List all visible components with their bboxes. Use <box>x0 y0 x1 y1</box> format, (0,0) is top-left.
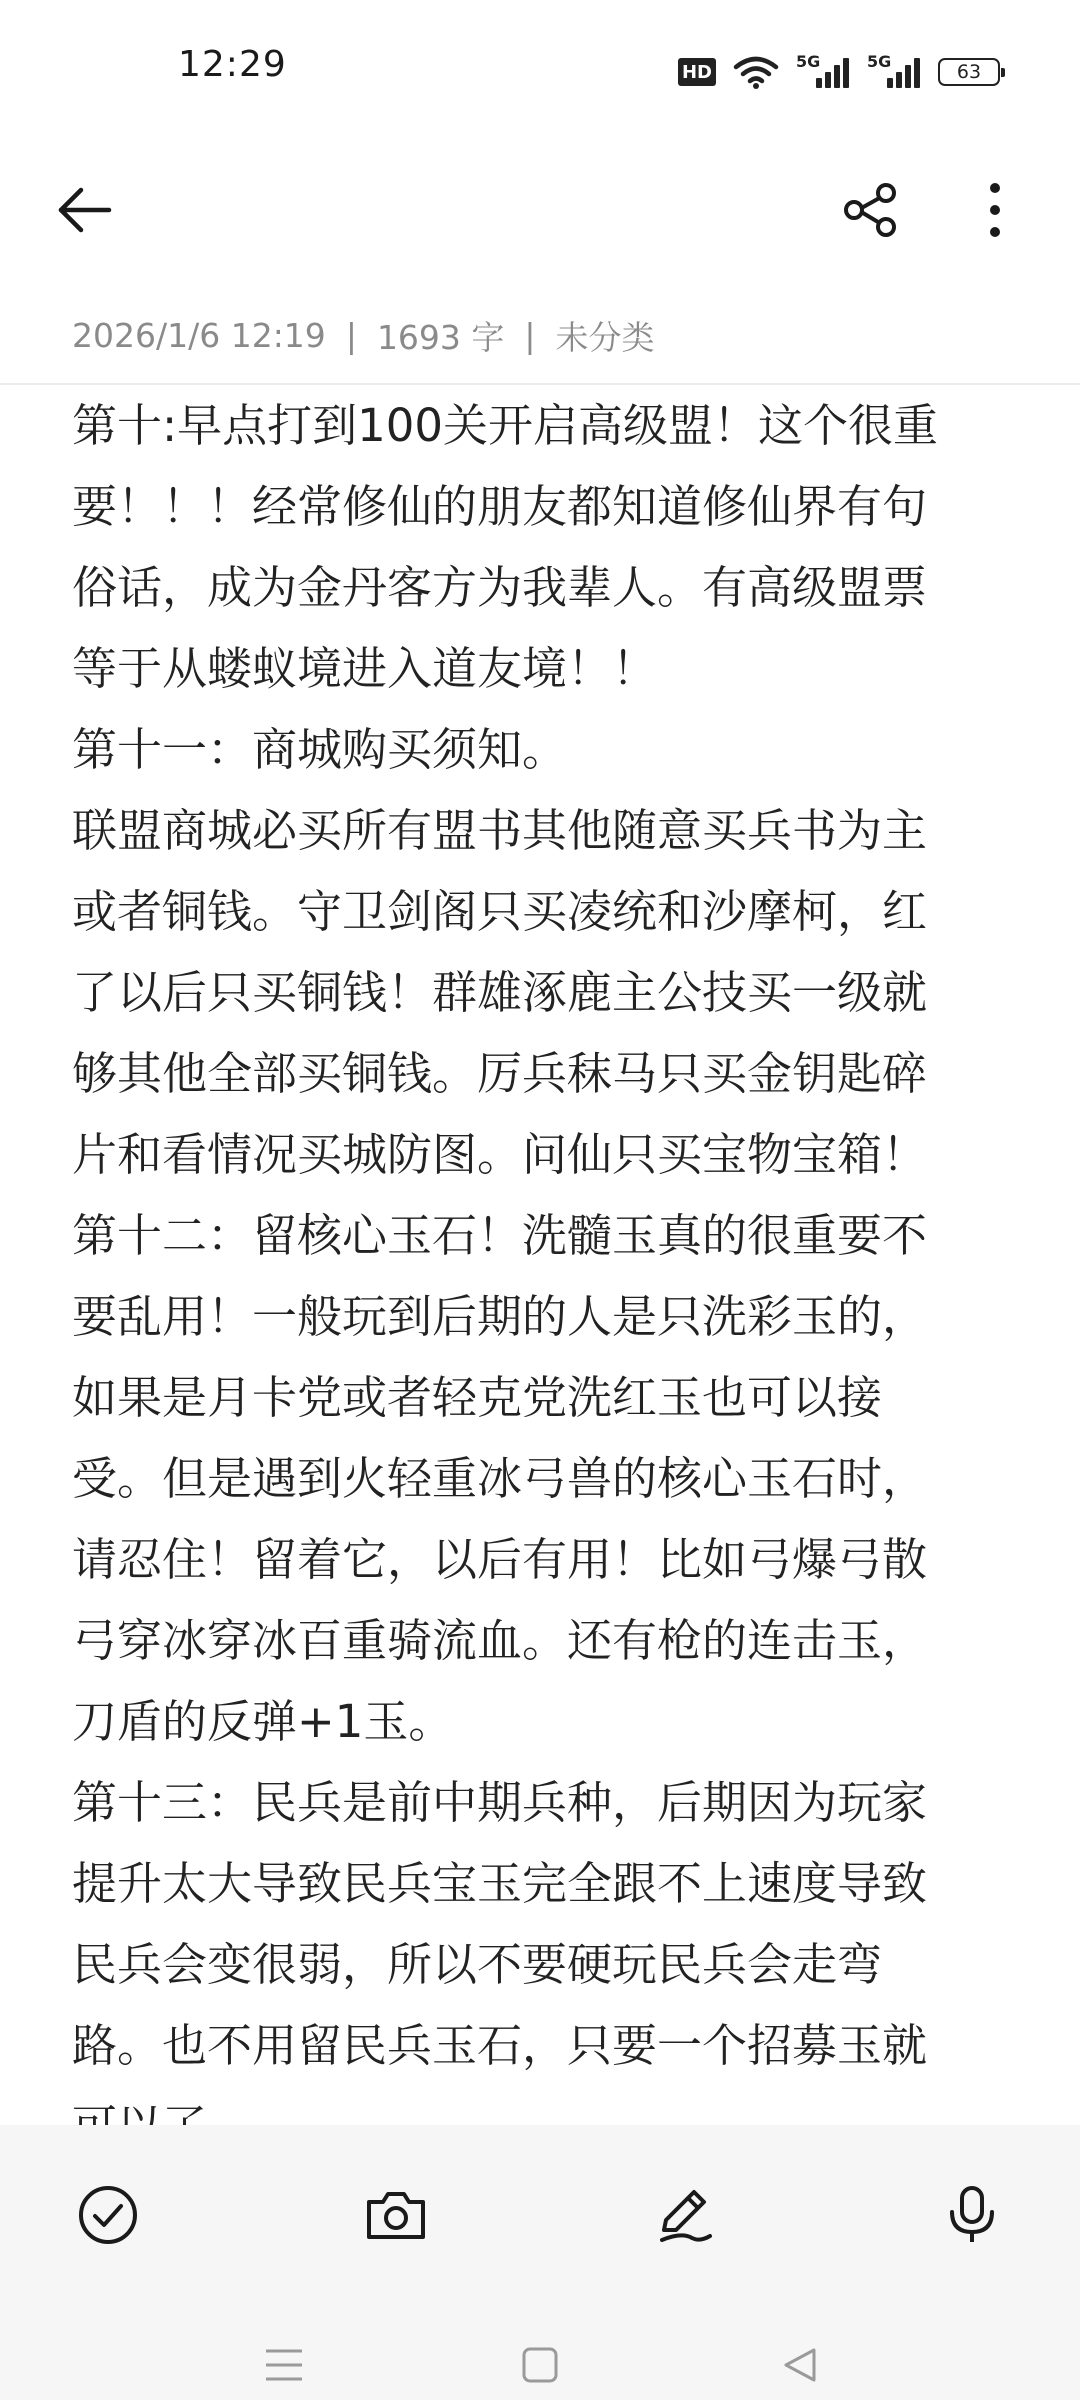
note-line: 要！！！经常修仙的朋友都知道修仙界有句 <box>72 480 928 533</box>
note-line: 要乱用！一般玩到后期的人是只洗彩玉的， <box>72 1290 928 1343</box>
pen-icon <box>652 2182 718 2248</box>
arrow-left-icon <box>55 185 115 235</box>
nav-recents-button[interactable] <box>244 2330 324 2400</box>
home-icon <box>520 2345 560 2385</box>
nav-home-button[interactable] <box>500 2330 580 2400</box>
back-button[interactable] <box>40 170 130 250</box>
note-line: 如果是月卡党或者轻克党洗红玉也可以接 <box>72 1371 883 1424</box>
meta-separator: | <box>345 316 357 355</box>
note-line: 弓穿冰穿冰百重骑流血。还有枪的连击玉， <box>72 1614 928 1667</box>
camera-icon <box>363 2182 429 2248</box>
note-line: 第十一：商城购买须知。 <box>72 723 568 776</box>
note-line: 或者铜钱。守卫剑阁只买凌统和沙摩柯，红 <box>72 885 928 938</box>
note-line: 刀盾的反弹+1玉。 <box>72 1695 454 1748</box>
note-line: 第十二：留核心玉石！洗髓玉真的很重要不 <box>72 1209 928 1262</box>
checklist-button[interactable] <box>58 2165 158 2265</box>
status-bar <box>0 0 1080 140</box>
checklist-icon <box>75 2182 141 2248</box>
battery-level: 63 <box>956 61 982 83</box>
note-word-count: 1693 字 <box>376 318 505 357</box>
note-category[interactable]: 未分类 <box>555 318 655 357</box>
note-editor[interactable] <box>72 385 1012 2125</box>
signal-sim2-icon: 5G <box>867 56 920 88</box>
wifi-icon <box>734 55 778 89</box>
note-line: 俗话，成为金丹客方为我辈人。有高级盟票 <box>72 561 928 614</box>
note-line: 提升太大导致民兵宝玉完全跟不上速度导致 <box>72 1857 928 1910</box>
back-triangle-icon <box>780 2345 820 2385</box>
note-text[interactable] <box>72 385 1012 2167</box>
menu-icon <box>264 2347 304 2383</box>
note-line: 够其他全部买铜钱。厉兵秣马只买金钥匙碎 <box>72 1047 928 1100</box>
microphone-icon <box>939 2182 1005 2248</box>
share-icon <box>840 180 900 240</box>
note-line: 联盟商城必买所有盟书其他随意买兵书为主 <box>72 804 928 857</box>
system-nav-bar <box>0 2330 1080 2400</box>
camera-button[interactable] <box>346 2165 446 2265</box>
more-vertical-icon <box>985 180 1005 240</box>
note-line: 片和看情况买城防图。问仙只买宝物宝箱！ <box>72 1128 928 1181</box>
note-line: 了以后只买铜钱！群雄涿鹿主公技买一级就 <box>72 966 928 1019</box>
hd-voice-icon: HD <box>678 58 716 86</box>
note-line: 第十:早点打到100关开启高级盟！这个很重 <box>72 399 939 452</box>
note-meta <box>72 312 655 359</box>
note-line: 路。也不用留民兵玉石，只要一个招募玉就 <box>72 2019 928 2072</box>
note-line: 民兵会变很弱，所以不要硬玩民兵会走弯 <box>72 1938 883 1991</box>
more-options-button[interactable] <box>950 170 1040 250</box>
status-icons <box>678 52 1000 92</box>
note-line: 等于从蝼蚁境进入道友境！！ <box>72 642 658 695</box>
voice-input-button[interactable] <box>922 2165 1022 2265</box>
nav-back-button[interactable] <box>760 2330 840 2400</box>
meta-separator: | <box>524 316 536 355</box>
note-line: 第十三：民兵是前中期兵种，后期因为玩家 <box>72 1776 928 1829</box>
note-datetime: 2026/1/6 12:19 <box>72 316 326 355</box>
app-bar <box>0 160 1080 260</box>
status-time: 12:29 <box>178 44 287 85</box>
bottom-toolbar <box>0 2125 1080 2400</box>
note-line: 受。但是遇到火轻重冰弓兽的核心玉石时， <box>72 1452 928 1505</box>
signal-sim1-icon: 5G <box>796 56 849 88</box>
share-button[interactable] <box>820 170 920 250</box>
handwriting-button[interactable] <box>635 2165 735 2265</box>
battery-icon <box>938 58 1000 86</box>
note-line: 请忍住！留着它，以后有用！比如弓爆弓散 <box>72 1533 928 1586</box>
